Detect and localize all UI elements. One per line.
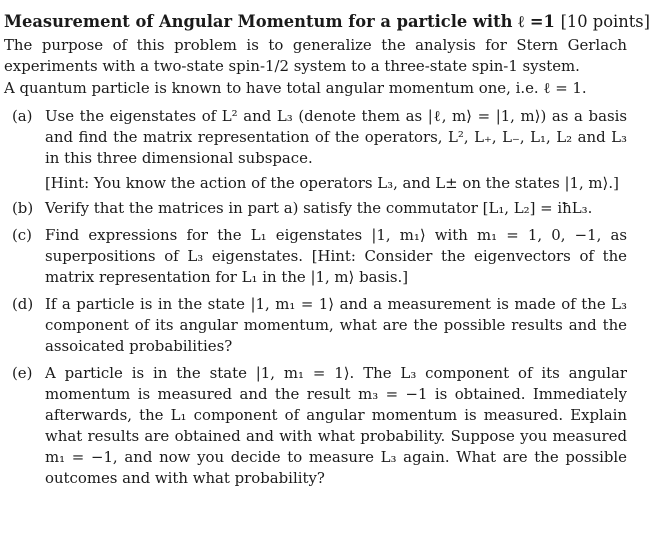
problem-points: [10 points]	[560, 12, 650, 31]
given-statement: A quantum particle is known to have total angular momentum one, i.e. ℓ = 1.	[4, 79, 587, 97]
question-label: (a)	[12, 107, 33, 125]
question-item-a	[4, 106, 627, 194]
question-text: Find expressions for the L₁ eigenstates |1, m₁⟩ with m₁ = 1, 0, −1, as superpositions of L₃ eigenstates. [Hint: Consider the eigenvectors of the matrix representation for L₁ in the |1, m⟩ basis.]	[45, 226, 627, 286]
question-item-c	[4, 225, 627, 288]
question-label: (c)	[12, 226, 32, 244]
question-label: (d)	[12, 295, 34, 313]
question-list	[4, 106, 627, 489]
question-text: Verify that the matrices in part a) satisfy the commutator [L₁, L₂] = iħL₃.	[45, 199, 593, 217]
question-item-e	[4, 363, 627, 489]
question-hint: [Hint: You know the action of the operators L₃, and L± on the states |1, m⟩.]	[45, 174, 619, 192]
question-text: Use the eigenstates of L² and L₃ (denote them as |ℓ, m⟩ = |1, m⟩) as a basis and find the matrix representation of the operators, L², L₊, L₋, L₁, L₂ and L₃ in this three dimensional subspace.	[45, 107, 627, 167]
question-text: A particle is in the state |1, m₁ = 1⟩. The L₃ component of its angular momentum is measured and the result m₃ = −1 is obtained. Immediately afterwards, the L₁ component of angular momentum is measured. Explain what results are obtained and with what probability. Suppose you measured m₁ = −1, and now you decide to measure L₃ again. What are the possible outcomes and with what probability?	[45, 364, 627, 487]
problem-title	[4, 10, 650, 34]
question-label: (b)	[12, 199, 34, 217]
question-body	[45, 106, 627, 194]
problem-title-text: Measurement of Angular Momentum for a particle with ℓ =1	[4, 12, 555, 31]
question-item-b	[4, 198, 627, 219]
question-label: (e)	[12, 364, 33, 382]
question-item-d	[4, 294, 627, 357]
intro-paragraph: The purpose of this problem is to generalize the analysis for Stern Gerlach experiments with a two-state spin-1/2 system to a three-state spin-1 system.	[4, 36, 627, 75]
question-text: If a particle is in the state |1, m₁ = 1⟩ and a measurement is made of the L₃ component of its angular momentum, what are the possible results and the assoicated probabilities?	[45, 295, 627, 355]
